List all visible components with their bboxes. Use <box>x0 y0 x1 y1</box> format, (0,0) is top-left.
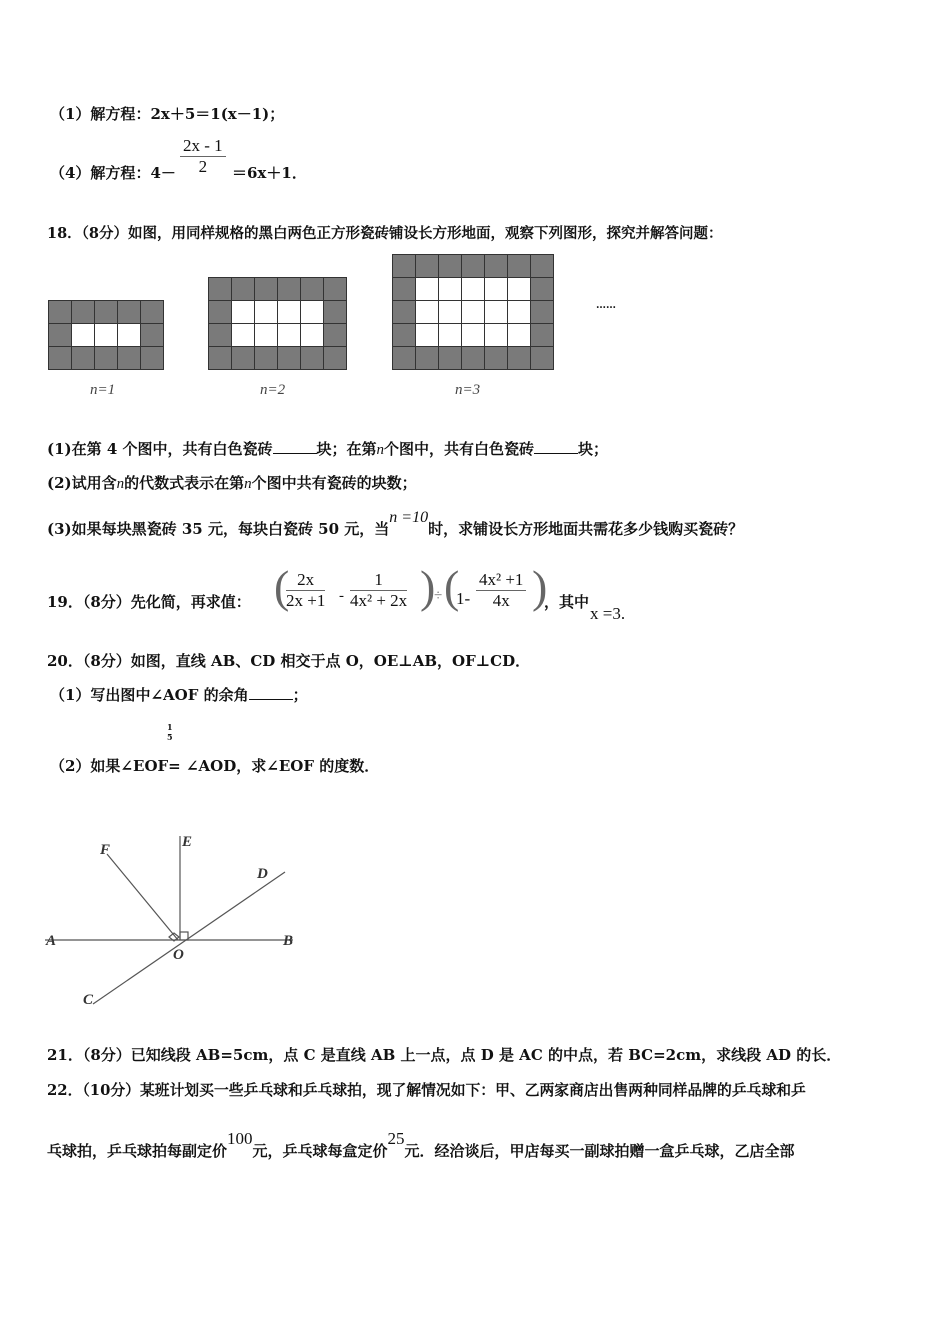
q17-fraction <box>180 136 226 177</box>
white-tile <box>72 324 94 346</box>
q17-part4-suffix: ＝6x＋1． <box>232 164 307 182</box>
white-tile <box>416 278 438 300</box>
tile-figure-n1 <box>48 300 164 370</box>
tile-figure-n2 <box>208 277 347 370</box>
black-tile <box>209 324 231 346</box>
q18-title: 18．（8分）如图，用同样规格的黑白两色正方形瓷砖铺设长方形地面，观察下列图形，探究并解答问题： <box>47 225 723 242</box>
white-tile <box>485 324 507 346</box>
q19-fraction1: $\frac{2x}{2x +1}$ <box>286 570 326 610</box>
black-tile <box>324 278 346 300</box>
white-tile <box>485 278 507 300</box>
black-tile <box>141 347 163 369</box>
black-tile <box>531 347 553 369</box>
q20-title: 20．（8分）如图，直线 AB、CD 相交于点 O，OE⊥AB，OF⊥CD． <box>47 652 531 670</box>
white-tile <box>439 301 461 323</box>
black-tile <box>393 255 415 277</box>
q18-part2: (2)试用含n的代数式表示在第n个图中共有瓷砖的块数； <box>47 474 417 492</box>
black-tile <box>141 301 163 323</box>
black-tile <box>95 301 117 323</box>
black-tile <box>439 347 461 369</box>
black-tile <box>255 278 277 300</box>
black-tile <box>209 347 231 369</box>
q20-part2: （2）如果∠EOF= ∠AOD，求∠EOF 的度数． <box>50 757 380 775</box>
ray-of <box>107 854 178 940</box>
black-tile <box>416 347 438 369</box>
black-tile <box>72 301 94 323</box>
small-fraction: 1 5 <box>167 722 173 742</box>
q22-line2: 乓球拍，乒乓球拍每副定价100元，乒乓球每盒定价25元．经洽谈后，甲店每买一副球拍赠一盒乒乓球，乙店全部 <box>47 1129 795 1160</box>
line-cd <box>93 872 285 1004</box>
white-tile <box>95 324 117 346</box>
white-tile <box>462 278 484 300</box>
point-label-b: B <box>283 933 294 949</box>
white-tile <box>255 301 277 323</box>
point-label-d: D <box>257 866 268 882</box>
black-tile <box>301 278 323 300</box>
black-tile <box>462 347 484 369</box>
white-tile <box>255 324 277 346</box>
black-tile <box>278 347 300 369</box>
white-tile <box>416 301 438 323</box>
point-label-f: F <box>100 842 111 858</box>
q19-fraction3: $\frac{\text{4x² +1}}{4x}$ <box>476 570 526 611</box>
q19-x-value: x =3. <box>590 604 626 623</box>
black-tile <box>49 301 71 323</box>
q17-part4-prefix: （4）解方程：4－ <box>50 164 176 182</box>
black-tile <box>118 301 140 323</box>
black-tile <box>416 255 438 277</box>
ellipsis: …… <box>596 300 616 311</box>
white-tile <box>508 301 530 323</box>
white-tile <box>232 301 254 323</box>
black-tile <box>232 278 254 300</box>
white-tile <box>278 324 300 346</box>
point-label-o: O <box>173 947 184 963</box>
black-tile <box>49 324 71 346</box>
black-tile <box>209 278 231 300</box>
white-tile <box>301 324 323 346</box>
q20-part1: （1）写出图中∠AOF 的余角 ； <box>50 686 308 704</box>
tile-figure-n3 <box>392 254 554 370</box>
black-tile <box>301 347 323 369</box>
white-tile <box>118 324 140 346</box>
black-tile <box>278 278 300 300</box>
q17-part1: （1）解方程：2x＋5＝1(x－1)； <box>50 105 285 123</box>
black-tile <box>393 324 415 346</box>
black-tile <box>531 255 553 277</box>
paren-close: ) <box>532 561 548 612</box>
point-label-e: E <box>182 834 193 850</box>
black-tile <box>531 324 553 346</box>
point-label-a: A <box>46 933 57 949</box>
black-tile <box>209 301 231 323</box>
black-tile <box>255 347 277 369</box>
paren-open: ( <box>444 561 460 612</box>
black-tile <box>531 301 553 323</box>
black-tile <box>508 255 530 277</box>
q19-fraction2: $\frac{1}{\text{4x² + 2x}}$ <box>350 570 408 610</box>
white-tile <box>485 301 507 323</box>
one-minus: 1- <box>456 589 471 608</box>
white-tile <box>301 301 323 323</box>
black-tile <box>324 324 346 346</box>
figure-label: n=1 <box>90 382 116 398</box>
black-tile <box>324 301 346 323</box>
figure-label: n=3 <box>455 382 481 398</box>
white-tile <box>439 278 461 300</box>
paren-open: ( <box>274 561 290 612</box>
black-tile <box>232 347 254 369</box>
black-tile <box>49 347 71 369</box>
black-tile <box>141 324 163 346</box>
white-tile <box>232 324 254 346</box>
black-tile <box>508 347 530 369</box>
white-tile <box>508 278 530 300</box>
figure-label: n=2 <box>260 382 286 398</box>
black-tile <box>531 278 553 300</box>
q19-prefix: 19．（8分）先化简，再求值： <box>47 593 251 611</box>
q22-line1: 22．（10分）某班计划买一些乒乓球和乒乓球拍，现了解情况如下：甲、乙两家商店出售两种同样品牌的乒乓球和乒 <box>47 1082 806 1099</box>
numerator: 2x - 1 <box>180 136 226 157</box>
q18-part3: (3)如果每块黑瓷砖 35 元，每块白瓷砖 50 元，当n =10时，求铺设长方形地面共需花多少钱购买瓷砖？ <box>47 509 744 538</box>
black-tile <box>393 347 415 369</box>
q21-text: 21．（8分）已知线段 AB=5cm，点 C 是直线 AB 上一点，点 D 是 AC 的中点，若 BC=2cm，求线段 AD 的长． <box>47 1046 842 1064</box>
black-tile <box>485 347 507 369</box>
divide-sign: ÷ <box>434 588 443 604</box>
q19-suffix: ，其中 <box>544 593 590 611</box>
paren-close: ) <box>420 561 436 612</box>
black-tile <box>393 278 415 300</box>
black-tile <box>439 255 461 277</box>
black-tile <box>72 347 94 369</box>
white-tile <box>462 301 484 323</box>
white-tile <box>462 324 484 346</box>
white-tile <box>416 324 438 346</box>
black-tile <box>393 301 415 323</box>
geometry-figure <box>45 832 297 1012</box>
black-tile <box>95 347 117 369</box>
point-label-c: C <box>83 992 94 1008</box>
minus-sign: - <box>339 588 344 604</box>
black-tile <box>485 255 507 277</box>
black-tile <box>462 255 484 277</box>
white-tile <box>278 301 300 323</box>
denominator: 2 <box>198 157 208 176</box>
black-tile <box>324 347 346 369</box>
white-tile <box>439 324 461 346</box>
white-tile <box>508 324 530 346</box>
black-tile <box>118 347 140 369</box>
q18-part1: (1)在第 4 个图中，共有白色瓷砖 块；在第n个图中，共有白色瓷砖 块； <box>47 440 609 458</box>
